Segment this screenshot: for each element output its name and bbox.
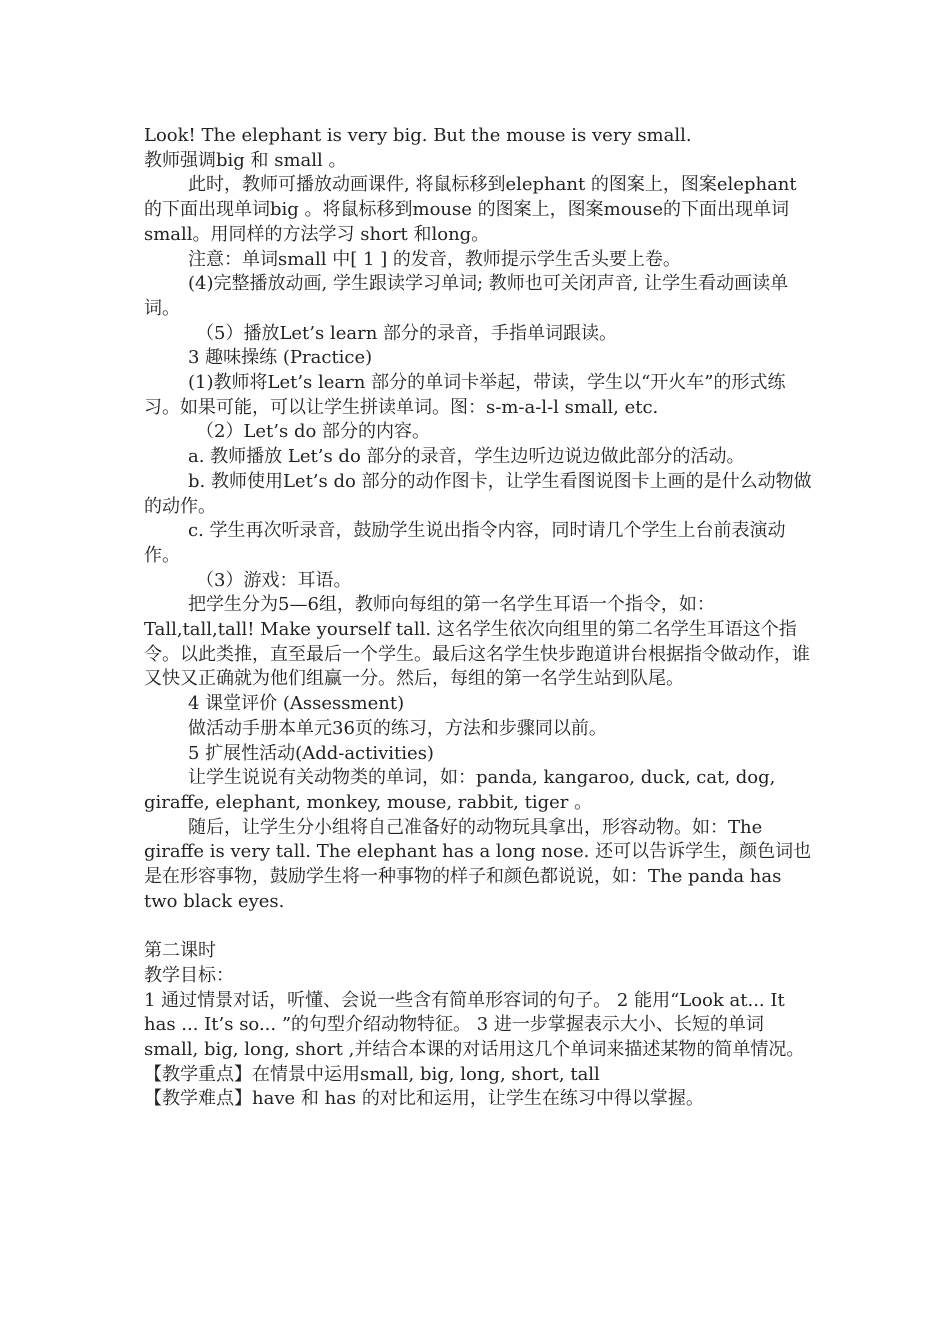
section-heading: 5 扩展性活动(Add-activities) [188, 742, 434, 764]
paragraph: 随后，让学生分小组将自己准备好的动物玩具拿出，形容动物。如：The giraffe is very tall. The elephant has a long nose. 还可以告诉学生，颜色词也是在形容事物，鼓励学生将一种事物的样子和颜色都说说，如：The panda has two black eyes. [144, 816, 812, 912]
paragraph: b. 教师使用Let’s do 部分的动作图卡，让学生看图说图卡上画的是什么动物做的动作。 [144, 470, 812, 517]
lesson-title: 第二课时 [144, 940, 216, 962]
paragraph: （2）Let’s do 部分的内容。 [196, 421, 431, 443]
paragraph: (1)教师将Let’s learn 部分的单词卡举起，带读，学生以“开火车”的形式练习。如果可能，可以让学生拼读单词。图：s-m-a-l-l small, etc. [144, 372, 786, 418]
objectives-heading: 教学目标： [144, 964, 234, 986]
paragraph: a. 教师播放 Let’s do 部分的录音，学生边听边说边做此部分的活动。 [188, 446, 745, 468]
paragraph: 教师强调big 和 small 。 [144, 149, 347, 171]
objectives-paragraph: 1 通过情景对话，听懂、会说一些含有简单形容词的句子。 2 能用“Look at... It has ... It’s so... ”的句型介绍动物特征。 3 进一步掌握表示大小、长短的单词 small, big, long, short ,并结合本课的对话用这几个单词来描述某物的简单情况。 [144, 989, 805, 1060]
paragraph: (4)完整播放动画, 学生跟读学习单词; 教师也可关闭声音, 让学生看动画读单词。 [144, 273, 789, 319]
section-heading: 3 趣味操练 (Practice) [188, 347, 373, 369]
difficult-points: 【教学难点】have 和 has 的对比和运用，让学生在练习中得以掌握。 [144, 1088, 704, 1110]
lesson-plan-text [144, 124, 812, 1112]
paragraph: 注意：单词small 中[ 1 ] 的发音，教师提示学生舌头要上卷。 [188, 248, 681, 270]
paragraph: c. 学生再次听录音，鼓励学生说出指令内容，同时请几个学生上台前表演动作。 [144, 520, 786, 566]
paragraph: 此时，教师可播放动画课件, 将鼠标移到elephant 的图案上，图案elephant的下面出现单词big 。将鼠标移到mouse 的图案上，图案mouse的下面出现单词small。用同样的方法学习 short 和long。 [144, 174, 797, 245]
paragraph: 把学生分为5—6组，教师向每组的第一名学生耳语一个指令，如：Tall,tall,tall! Make yourself tall. 这名学生依次向组里的第二名学生耳语这个指令。以此类推，直至最后一个学生。最后这名学生快步跑道讲台根据指令做动作，谁又快又正确就为他们组赢一分。然后，每组的第一名学生站到队尾。 [144, 594, 810, 690]
section-heading: 4 课堂评价 (Assessment) [188, 693, 405, 715]
paragraph: （3）游戏：耳语。 [196, 569, 352, 591]
paragraph: （5）播放Let’s learn 部分的录音，手指单词跟读。 [196, 322, 618, 344]
paragraph: 做活动手册本单元36页的练习，方法和步骤同以前。 [188, 717, 607, 739]
paragraph: 让学生说说有关动物类的单词，如：panda, kangaroo, duck, cat, dog, giraffe, elephant, monkey, mouse, rabbit, tiger 。 [144, 767, 776, 813]
blank-line [144, 915, 812, 940]
key-points: 【教学重点】在情景中运用small, big, long, short, tall [144, 1063, 600, 1085]
example-sentence: Look! The elephant is very big. But the mouse is very small. [144, 125, 692, 146]
